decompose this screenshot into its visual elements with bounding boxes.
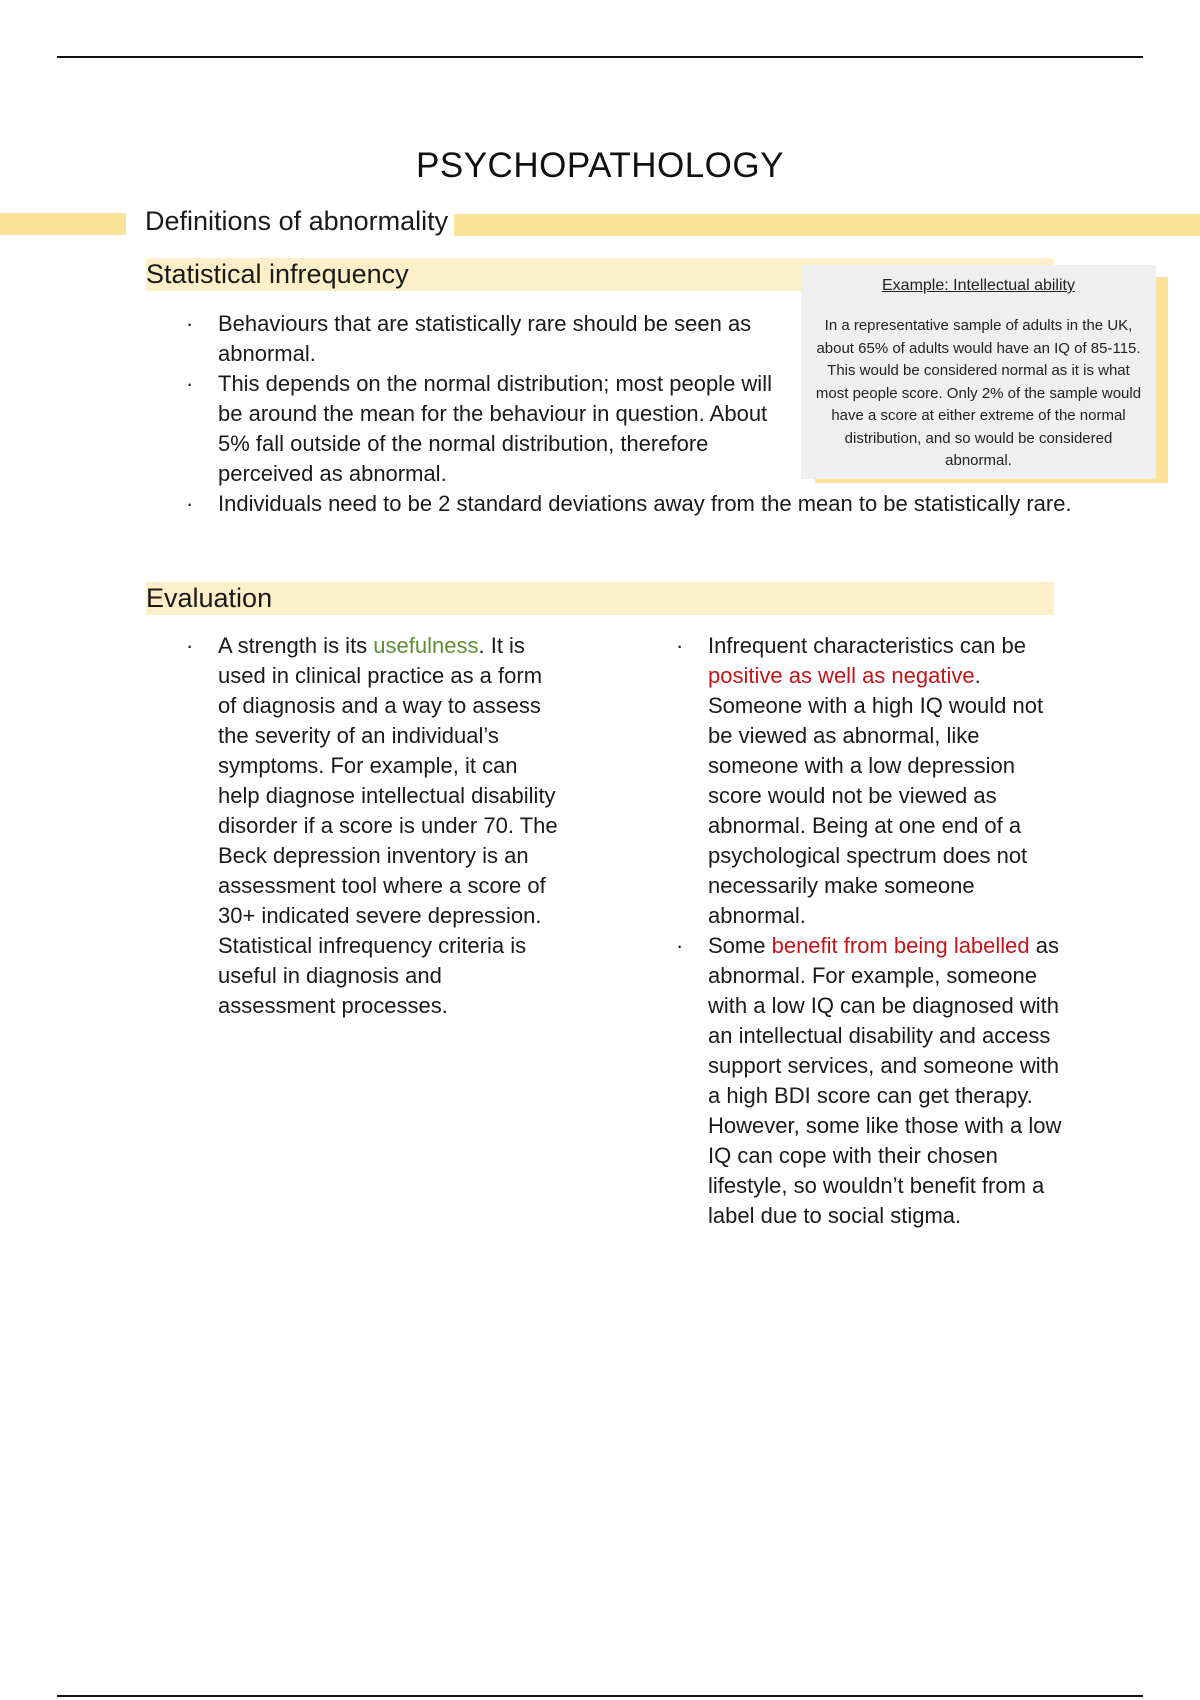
- eval-text: as abnormal. For example, someone with a low IQ can be diagnosed with an intellectual disability and access support services, and someone with a high BDI score can get therapy. However, some like those with a low IQ can cope with their chosen lifestyle, so wouldn’t benefit from a label due to social stigma.: [708, 933, 1062, 1228]
- evaluation-right-list: [678, 631, 1068, 1231]
- list-item: [188, 631, 558, 1021]
- list-item: · Individuals need to be 2 standard deviations away from the mean to be statistically rare.: [188, 489, 1168, 519]
- negative-highlight: positive as well as negative: [708, 663, 975, 688]
- list-item: [678, 631, 1068, 931]
- eval-text: A strength is its: [218, 633, 374, 658]
- statistical-infrequency-heading: Statistical infrequency: [146, 258, 1054, 291]
- positive-highlight: usefulness: [373, 633, 479, 658]
- eval-text: Some: [708, 933, 772, 958]
- eval-text: . Someone with a high IQ would not be viewed as abnormal, like someone with a low depression score would not be viewed as abnormal. Being at one end of a psychological spectrum does not necessarily make someone abnormal.: [708, 663, 1044, 928]
- evaluation-left-list: [188, 631, 558, 1021]
- definitions-heading: Definitions of abnormality: [145, 206, 454, 237]
- eval-text: Infrequent characteristics can be: [708, 633, 1026, 658]
- heading-band-right: [422, 214, 1200, 236]
- bottom-rule: [57, 1695, 1143, 1697]
- heading-band-left: [0, 213, 126, 235]
- eval-text: . It is used in clinical practice as a form of diagnosis and a way to assess the severity of an individual’s symptoms. For example, it can help diagnose intellectual disability disorder if a score is under 70. The Beck depression inventory is an assessment tool where a score of 30+ indicated severe depression. Statistical infrequency criteria is useful in diagnosis and assessment processes.: [218, 633, 558, 1018]
- negative-highlight: benefit from being labelled: [771, 933, 1030, 958]
- list-item: [678, 931, 1068, 1231]
- evaluation-heading: Evaluation: [146, 582, 1054, 615]
- list-item: · Behaviours that are statistically rare should be seen as abnormal.: [188, 309, 778, 369]
- top-rule: [57, 56, 1143, 58]
- example-title: Example: Intellectual ability: [882, 277, 1075, 294]
- example-body: In a representative sample of adults in the UK, about 65% of adults would have an IQ of 85-115. This would be considered normal as it is what most people score. Only 2% of the sample would have a score at either extreme of the normal distribution, and so would be considered abnormal.: [815, 317, 1142, 469]
- example-box: [801, 265, 1156, 479]
- page-title: PSYCHOPATHOLOGY: [416, 146, 784, 185]
- list-item: · This depends on the normal distribution; most people will be around the mean for the behaviour in question. About 5% fall outside of the normal distribution, therefore perceived as abnormal.: [188, 369, 778, 489]
